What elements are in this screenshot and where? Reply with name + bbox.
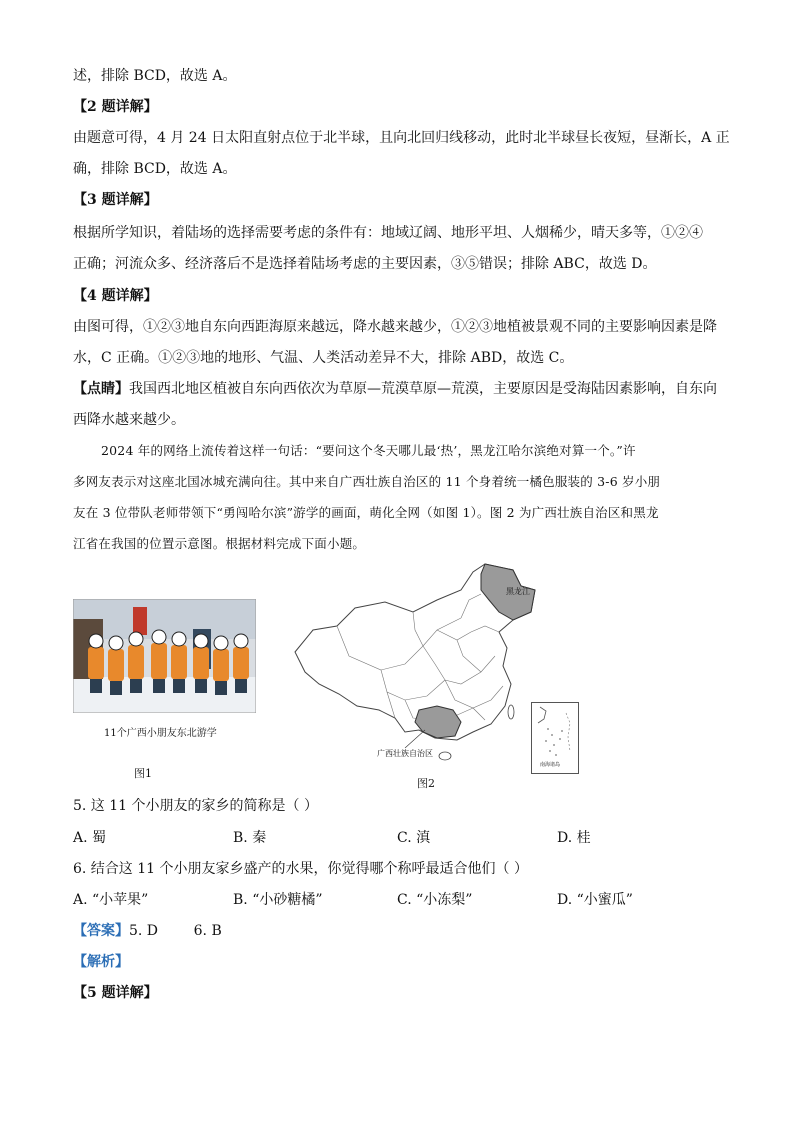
q6-option-d[interactable]: D. “小蜜瓜” bbox=[557, 892, 633, 908]
text-line: 由图可得，①②③地自东向西距海原来越远，降水越来越少，①②③地植被景观不同的主要影响因素是降 bbox=[73, 319, 717, 335]
text-line: 西降水越来越少。 bbox=[73, 412, 185, 428]
figure-1-label: 图1 bbox=[134, 767, 152, 780]
text-line: 正确；河流众多、经济落后不是选择着陆场考虑的主要因素，③⑤错误；排除 ABC，故选 D。 bbox=[73, 256, 657, 272]
q5-option-d[interactable]: D. 桂 bbox=[557, 830, 591, 846]
inset-label: 南海诸岛 bbox=[540, 762, 561, 768]
q6-option-b[interactable]: B. “小砂糖橘” bbox=[233, 892, 323, 908]
q5-option-b[interactable]: B. 秦 bbox=[233, 830, 267, 846]
answer-text: 5. D 6. B bbox=[129, 923, 222, 939]
section-header: 【2 题详解】 bbox=[73, 99, 158, 115]
text-line: 述，排除 BCD，故选 A。 bbox=[73, 68, 237, 84]
figure-1-caption: 11个广西小朋友东北游学 bbox=[104, 728, 217, 739]
question-5-stem: 5. 这 11 个小朋友的家乡的简称是（ ） bbox=[73, 798, 318, 814]
material-line: 多网友表示对这座北国冰城充满向往。其中来自广西壮族自治区的 11 个身着统一橘色服装的 3-6 岁小朋 bbox=[73, 474, 661, 489]
q5-option-a[interactable]: A. 蜀 bbox=[73, 830, 107, 846]
material-line: 江省在我国的位置示意图。根据材料完成下面小题。 bbox=[73, 536, 366, 551]
material-line: 2024 年的网络上流传着这样一句话：“要问这个冬天哪儿最‘热’，黑龙江哈尔滨绝对算一个。”许 bbox=[101, 443, 636, 458]
answer-line bbox=[73, 921, 222, 941]
text-line: 根据所学知识，着陆场的选择需要考虑的条件有：地域辽阔、地形平坦、人烟稀少，晴天多等，①②④ bbox=[73, 225, 703, 241]
text-line: 确，排除 BCD，故选 A。 bbox=[73, 161, 237, 177]
section-header: 【5 题详解】 bbox=[73, 985, 158, 1001]
answer-tag: 【答案】 bbox=[73, 923, 129, 939]
tip-text: 我国西北地区植被自东向西依次为草原—荒漠草原—荒漠，主要原因是受海陆因素影响，自东向 bbox=[129, 381, 717, 397]
text-line: 水，C 正确。①②③地的地形、气温、人类活动差异不大，排除 ABD，故选 C。 bbox=[73, 350, 574, 366]
section-header: 【3 题详解】 bbox=[73, 192, 158, 208]
tip-line bbox=[73, 379, 717, 399]
map-label-heilongjiang: 黑龙江 bbox=[506, 587, 530, 596]
question-6-stem: 6. 结合这 11 个小朋友家乡盛产的水果，你觉得哪个称呼最适合他们（ ） bbox=[73, 861, 528, 877]
children-photo-illustration bbox=[73, 599, 256, 713]
q5-option-c[interactable]: C. 滇 bbox=[397, 830, 431, 846]
tip-tag: 【点睛】 bbox=[73, 381, 129, 397]
q6-option-c[interactable]: C. “小冻梨” bbox=[397, 892, 473, 908]
material-line: 友在 3 位带队老师带领下“勇闯哈尔滨”游学的画面，萌化全网（如图 1）。图 2 为广西壮族自治区和黑龙 bbox=[73, 505, 659, 520]
figure-1-photo bbox=[73, 599, 256, 713]
map-label-guangxi: 广西壮族自治区 bbox=[377, 749, 433, 758]
section-header: 【4 题详解】 bbox=[73, 288, 158, 304]
analysis-tag: 【解析】 bbox=[73, 954, 129, 970]
figure-2-label: 图2 bbox=[417, 777, 435, 790]
south-china-sea-inset bbox=[531, 702, 579, 774]
q6-option-a[interactable]: A. “小苹果” bbox=[73, 892, 149, 908]
text-line: 由题意可得，4 月 24 日太阳直射点位于北半球，且向北回归线移动，此时北半球昼长夜短，昼渐长，A 正 bbox=[73, 130, 730, 146]
